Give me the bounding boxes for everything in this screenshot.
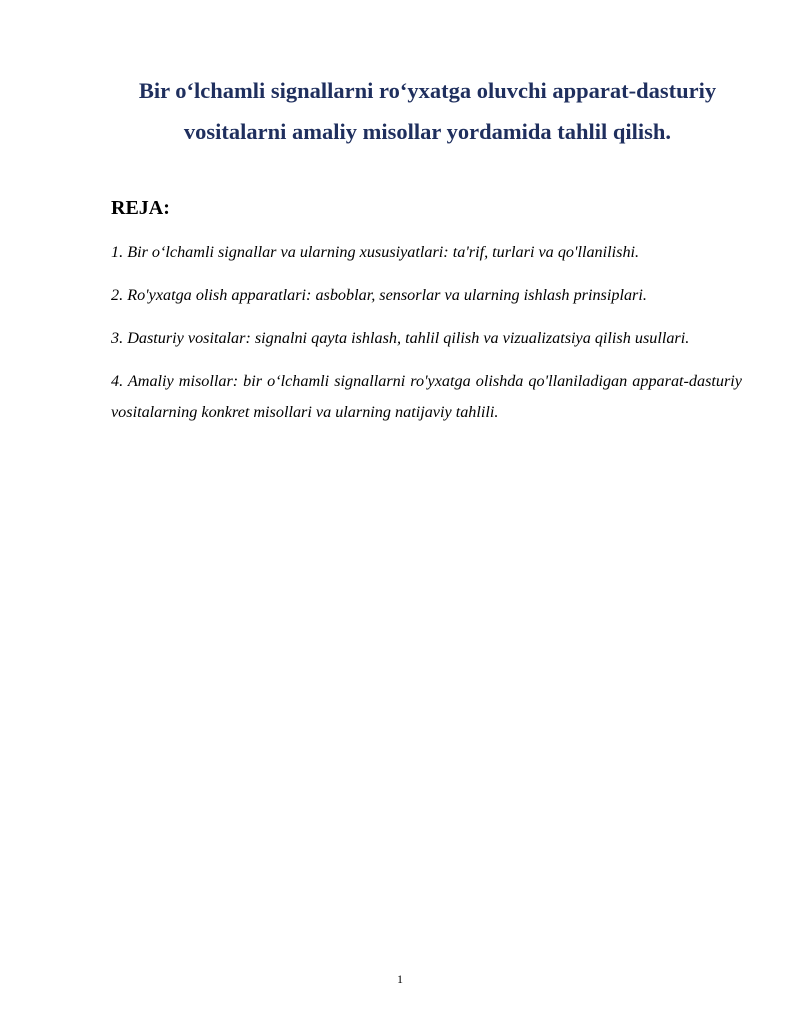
page-number: 1 bbox=[397, 972, 403, 986]
plan-item-1: 1. Bir o‘lchamli signallar va ularning xususiyatlari: ta'rif, turlari va qo'llanilishi. bbox=[111, 243, 640, 261]
plan-item-4: 4. Amaliy misollar: bir o‘lchamli signallarni ro'yxatga olishda qo'llaniladigan apparat-dasturiy vositalarning konkret misollari va ularning natijaviy tahlili. bbox=[111, 372, 742, 421]
plan-heading: REJA: bbox=[111, 197, 170, 219]
plan-list bbox=[111, 237, 742, 440]
plan-item-3: 3. Dasturiy vositalar: signalni qayta ishlash, tahlil qilish va vizualizatsiya qilish usullari. bbox=[111, 329, 690, 347]
plan-item-2: 2. Ro'yxatga olish apparatlari: asboblar, sensorlar va ularning ishlash prinsiplari. bbox=[111, 286, 647, 304]
document-title: Bir o‘lchamli signallarni ro‘yxatga oluvchi apparat-dasturiy vositalarni amaliy misollar yordamida tahlil qilish. bbox=[138, 78, 717, 144]
